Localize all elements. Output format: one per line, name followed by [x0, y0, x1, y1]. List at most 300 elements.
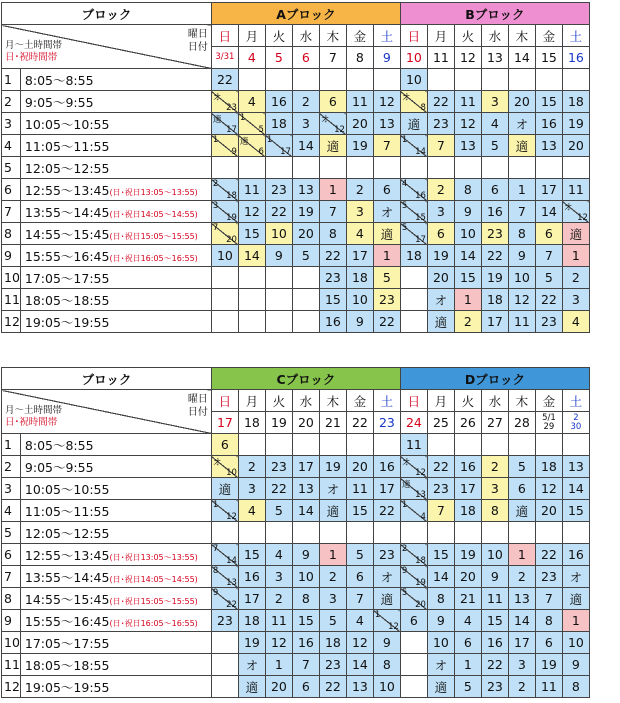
schedule-cell — [373, 522, 400, 544]
cell-upper: 9 — [212, 588, 219, 598]
time-slot-row — [2, 69, 590, 91]
schedule-cell: 3 — [292, 113, 319, 135]
date-cell: 23 — [373, 412, 400, 434]
cell-lower: 19 — [226, 213, 237, 223]
schedule-cell: 1 — [562, 610, 589, 632]
schedule-cell: 4 — [454, 610, 481, 632]
time-band-label — [5, 405, 62, 429]
slot-time — [20, 267, 211, 289]
schedule-cell — [427, 522, 454, 544]
schedule-cell: 15 — [292, 610, 319, 632]
schedule-cell — [400, 311, 427, 333]
slot-number: 2 — [2, 91, 21, 113]
slot-time — [20, 311, 211, 333]
slot-time-text: 9:05〜9:55 — [24, 94, 94, 110]
schedule-cell: オ — [427, 654, 454, 676]
slot-number: 10 — [2, 267, 21, 289]
schedule-cell: 10 — [346, 289, 373, 311]
schedule-cell: 10 — [400, 69, 427, 91]
schedule-cell: 22 — [535, 544, 562, 566]
cell-lower: 20 — [226, 235, 237, 245]
date-cell: 5/1 29 — [535, 412, 562, 434]
schedule-cell: 22 — [373, 311, 400, 333]
time-slot-row — [2, 456, 590, 478]
slot-time — [20, 113, 211, 135]
slot-time — [20, 544, 211, 566]
slot-time — [20, 654, 211, 676]
schedule-cell: 22 — [265, 201, 292, 223]
schedule-cell: 19 — [454, 544, 481, 566]
cell-upper: 適 — [212, 115, 222, 125]
schedule-cell — [292, 289, 319, 311]
schedule-cell: 16 — [373, 456, 400, 478]
schedule-cell: 6 — [535, 632, 562, 654]
schedule-cell: 22 — [373, 500, 400, 522]
schedule-cell — [400, 676, 427, 698]
schedule-cell — [481, 69, 508, 91]
schedule-cell: オ — [427, 289, 454, 311]
schedule-cell: 13 — [508, 588, 535, 610]
schedule-cell — [265, 434, 292, 456]
cell-lower: 14 — [226, 556, 237, 566]
schedule-cell: 18 — [265, 113, 292, 135]
cell-lower: 13 — [415, 490, 426, 500]
schedule-cell — [211, 179, 238, 201]
slot-number: 7 — [2, 201, 21, 223]
schedule-cell: 適 — [400, 113, 427, 135]
schedule-cell: 15 — [535, 91, 562, 113]
schedule-cell: 2 — [508, 566, 535, 588]
schedule-cell: 5 — [481, 135, 508, 157]
block-label: ブロック — [2, 3, 212, 25]
schedule-cell — [211, 135, 238, 157]
schedule-cell: 22 — [427, 456, 454, 478]
date-label: 日付 — [187, 42, 208, 53]
schedule-cell — [400, 632, 427, 654]
schedule-cell: 適 — [373, 223, 400, 245]
schedule-cell: 23 — [373, 544, 400, 566]
schedule-cell: 15 — [346, 500, 373, 522]
schedule-cell — [481, 522, 508, 544]
slot-number: 6 — [2, 544, 21, 566]
time-band-label — [5, 40, 62, 64]
schedule-cell: 23 — [265, 179, 292, 201]
schedule-cell: 10 — [292, 566, 319, 588]
schedule-cell — [400, 157, 427, 179]
schedule-cell: 18 — [454, 500, 481, 522]
schedule-cell: 4 — [238, 500, 265, 522]
cell-upper: 4 — [401, 179, 408, 189]
schedule-cell — [481, 434, 508, 456]
schedule-cell: 10 — [562, 632, 589, 654]
slot-time-text: 11:05〜11:55 — [24, 503, 110, 519]
schedule-cell — [454, 522, 481, 544]
schedule-cell: 4 — [481, 113, 508, 135]
schedule-cell: 10 — [265, 223, 292, 245]
date-cell: 5 — [265, 47, 292, 69]
schedule-cell: 1 — [562, 245, 589, 267]
cell-lower: 12 — [388, 622, 399, 632]
cell-upper: オ — [401, 93, 411, 103]
date-cell: 16 — [562, 47, 589, 69]
weekday-cell: 木 — [319, 390, 346, 412]
date-cell: 15 — [535, 47, 562, 69]
date-cell: 19 — [265, 412, 292, 434]
schedule-cell: 14 — [292, 500, 319, 522]
cell-lower: 18 — [226, 191, 237, 201]
schedule-cell: 23 — [481, 223, 508, 245]
schedule-cell — [535, 69, 562, 91]
schedule-cell — [265, 157, 292, 179]
schedule-cell: 4 — [265, 544, 292, 566]
schedule-cell: 適 — [211, 478, 238, 500]
date-cell: 27 — [481, 412, 508, 434]
schedule-cell: 18 — [562, 91, 589, 113]
slot-number: 3 — [2, 113, 21, 135]
schedule-cell: 19 — [319, 456, 346, 478]
schedule-cell: 7 — [427, 500, 454, 522]
schedule-cell: 3 — [265, 566, 292, 588]
schedule-cell — [292, 522, 319, 544]
slot-time-text: 10:05〜10:55 — [24, 481, 110, 497]
date-cell: 26 — [454, 412, 481, 434]
slot-time — [20, 522, 211, 544]
schedule-cell: オ — [373, 566, 400, 588]
date-cell: 4 — [238, 47, 265, 69]
schedule-cell: 12 — [535, 478, 562, 500]
schedule-cell — [211, 544, 238, 566]
schedule-cell: 5 — [346, 544, 373, 566]
schedule-cell: 11 — [265, 610, 292, 632]
schedule-cell: 18 — [400, 245, 427, 267]
time-slot-row — [2, 500, 590, 522]
slot-time-text: 12:05〜12:55 — [24, 160, 110, 176]
schedule-cell — [211, 676, 238, 698]
schedule-cell — [508, 157, 535, 179]
schedule-cell — [211, 566, 238, 588]
schedule-cell: 8 — [562, 676, 589, 698]
schedule-cell: 20 — [508, 91, 535, 113]
schedule-cell: 1 — [508, 544, 535, 566]
date-cell: 14 — [508, 47, 535, 69]
schedule-cell: 4 — [238, 91, 265, 113]
slot-time — [20, 135, 211, 157]
schedule-cell: 23 — [427, 478, 454, 500]
schedule-cell: 7 — [508, 201, 535, 223]
time-slot-row — [2, 245, 590, 267]
weekday-label: 曜日 — [187, 29, 208, 40]
schedule-cell — [319, 434, 346, 456]
schedule-cell — [400, 201, 427, 223]
cell-lower: 14 — [415, 147, 426, 157]
time-slot-row — [2, 91, 590, 113]
cell-lower: 17 — [280, 147, 291, 157]
slot-holiday-time: (日･祝日16:05〜16:55) — [109, 253, 198, 263]
weekday-cell: 金 — [346, 25, 373, 47]
schedule-cell: 13 — [292, 179, 319, 201]
schedule-cell: 16 — [481, 632, 508, 654]
schedule-cell: 20 — [292, 223, 319, 245]
schedule-cell: 9 — [292, 544, 319, 566]
schedule-cell: 16 — [454, 456, 481, 478]
schedule-cell — [454, 69, 481, 91]
schedule-cell — [211, 456, 238, 478]
schedule-cell: 適 — [373, 588, 400, 610]
cell-upper: オ — [320, 115, 330, 125]
weekday-cell: 金 — [535, 25, 562, 47]
schedule-cell: 5 — [319, 610, 346, 632]
schedule-cell: 12 — [454, 113, 481, 135]
schedule-cell: 5 — [535, 267, 562, 289]
cell-upper: 1 — [374, 610, 381, 620]
schedule-cell: 20 — [265, 676, 292, 698]
schedule-cell — [211, 157, 238, 179]
schedule-cell — [346, 69, 373, 91]
schedule-cell: 23 — [211, 610, 238, 632]
schedule-cell: 8 — [292, 588, 319, 610]
cell-upper: 7 — [212, 544, 219, 554]
slot-time-text: 14:55〜15:45 — [24, 591, 110, 607]
cell-upper: オ — [212, 93, 222, 103]
slot-number: 4 — [2, 135, 21, 157]
slot-holiday-time: (日･祝日15:05〜15:55) — [109, 596, 198, 606]
schedule-cell: 17 — [373, 478, 400, 500]
date-cell: 28 — [508, 412, 535, 434]
schedule-cell — [373, 157, 400, 179]
schedule-cell: 15 — [238, 223, 265, 245]
weekday-cell: 土 — [373, 390, 400, 412]
slot-holiday-time: (日･祝日13:05〜13:55) — [109, 552, 198, 562]
schedule-cell: 12 — [346, 632, 373, 654]
schedule-cell: 5 — [508, 456, 535, 478]
slot-number: 7 — [2, 566, 21, 588]
schedule-cell: 11 — [481, 588, 508, 610]
header-corner — [2, 25, 212, 69]
schedule-cell: 14 — [238, 245, 265, 267]
schedule-cell — [508, 434, 535, 456]
slot-time-text: 8:05〜8:55 — [24, 72, 94, 88]
slot-time-text: 10:05〜10:55 — [24, 116, 110, 132]
schedule-cell: 2 — [319, 566, 346, 588]
cell-lower: 15 — [415, 213, 426, 223]
schedule-cell: 12 — [508, 289, 535, 311]
schedule-cell: 9 — [481, 566, 508, 588]
date-cell: 10 — [400, 47, 427, 69]
schedule-cell — [211, 201, 238, 223]
weekday-cell: 木 — [508, 390, 535, 412]
schedule-cell: 適 — [562, 223, 589, 245]
schedule-cell: 6 — [319, 91, 346, 113]
schedule-cell: 9 — [427, 610, 454, 632]
cell-lower: 6 — [258, 147, 264, 157]
schedule-cell: 22 — [535, 289, 562, 311]
cell-upper: 適 — [239, 137, 249, 147]
time-slot-row — [2, 267, 590, 289]
cell-upper: 2 — [401, 544, 408, 554]
schedule-cell: 23 — [319, 654, 346, 676]
schedule-cell: 9 — [454, 201, 481, 223]
schedule-cell: 11 — [562, 179, 589, 201]
schedule-cell: 10 — [373, 676, 400, 698]
schedule-cell — [238, 522, 265, 544]
weekday-cell: 月 — [427, 25, 454, 47]
schedule-cell — [292, 157, 319, 179]
schedule-cell: 2 — [481, 456, 508, 478]
schedule-cell: 6 — [211, 434, 238, 456]
schedule-cell: 適 — [508, 135, 535, 157]
date-cell: 24 — [400, 412, 427, 434]
schedule-cell: オ — [562, 566, 589, 588]
time-slot-row — [2, 588, 590, 610]
weekday-cell: 水 — [481, 25, 508, 47]
block-header-a: Aブロック — [211, 3, 400, 25]
schedule-cell: 11 — [400, 434, 427, 456]
schedule-cell: 6 — [400, 610, 427, 632]
cell-lower: 4 — [420, 512, 426, 522]
slot-number: 5 — [2, 522, 21, 544]
schedule-cell: 14 — [292, 135, 319, 157]
time-slot-row — [2, 179, 590, 201]
weekday-cell: 日 — [211, 25, 238, 47]
schedule-cell — [238, 69, 265, 91]
slot-time — [20, 676, 211, 698]
weekday-time-label: 月〜土時間帯 — [5, 405, 63, 416]
schedule-cell: 17 — [535, 179, 562, 201]
slot-holiday-time: (日･祝日14:05〜14:55) — [109, 209, 198, 219]
schedule-cell: 3 — [346, 201, 373, 223]
schedule-cell — [535, 157, 562, 179]
schedule-cell: 3 — [481, 91, 508, 113]
schedule-cell: 6 — [454, 632, 481, 654]
slot-number: 11 — [2, 654, 21, 676]
schedule-cell: 11 — [508, 311, 535, 333]
schedule-cell: 8 — [508, 223, 535, 245]
slot-time — [20, 179, 211, 201]
cell-upper: 7 — [212, 223, 219, 233]
cell-lower: 12 — [577, 213, 588, 223]
slot-number: 8 — [2, 588, 21, 610]
schedule-cell: 2 — [346, 179, 373, 201]
schedule-cell — [211, 654, 238, 676]
weekday-cell: 火 — [265, 25, 292, 47]
schedule-cell: 6 — [535, 223, 562, 245]
slot-time — [20, 223, 211, 245]
schedule-cell: 18 — [238, 610, 265, 632]
date-cell: 22 — [346, 412, 373, 434]
cell-lower: 8 — [420, 103, 426, 113]
schedule-cell: 適 — [319, 500, 346, 522]
cell-upper: 5 — [401, 223, 408, 233]
date-cell: 3/31 — [211, 47, 238, 69]
schedule-cell — [292, 69, 319, 91]
schedule-cell — [427, 157, 454, 179]
schedule-cell: 7 — [319, 201, 346, 223]
cell-lower: 12 — [415, 468, 426, 478]
schedule-cell: 14 — [535, 201, 562, 223]
schedule-cell: 11 — [346, 91, 373, 113]
schedule-cell — [211, 223, 238, 245]
cell-lower: 22 — [226, 600, 237, 610]
schedule-cell: 2 — [508, 676, 535, 698]
cell-upper: 1 — [266, 135, 273, 145]
slot-number: 10 — [2, 632, 21, 654]
slot-holiday-time: (日･祝日14:05〜14:55) — [109, 574, 198, 584]
schedule-cell: 1 — [454, 654, 481, 676]
schedule-cell: 7 — [535, 588, 562, 610]
slot-holiday-time: (日･祝日16:05〜16:55) — [109, 618, 198, 628]
schedule-cell — [265, 311, 292, 333]
schedule-cell: 1 — [265, 654, 292, 676]
schedule-cell: 6 — [508, 478, 535, 500]
schedule-cell — [319, 157, 346, 179]
slot-number: 3 — [2, 478, 21, 500]
schedule-cell: 22 — [481, 245, 508, 267]
cell-lower: 17 — [415, 235, 426, 245]
slot-time — [20, 632, 211, 654]
schedule-cell: 16 — [562, 544, 589, 566]
schedule-cell — [562, 69, 589, 91]
time-slot-row — [2, 544, 590, 566]
block-label: ブロック — [2, 368, 212, 390]
cell-lower: 9 — [231, 147, 237, 157]
slot-time-text: 15:55〜16:45 — [24, 248, 110, 264]
schedule-cell — [481, 157, 508, 179]
schedule-cell: 2 — [292, 91, 319, 113]
schedule-cell: 14 — [427, 566, 454, 588]
slot-time-text: 9:05〜9:55 — [24, 459, 94, 475]
schedule-cell: 18 — [481, 289, 508, 311]
schedule-cell: 23 — [265, 456, 292, 478]
schedule-cell — [373, 434, 400, 456]
schedule-cell: 22 — [265, 478, 292, 500]
schedule-cell: 4 — [346, 610, 373, 632]
schedule-cell: 8 — [481, 500, 508, 522]
schedule-cell — [400, 588, 427, 610]
slot-number: 6 — [2, 179, 21, 201]
schedule-cell — [238, 311, 265, 333]
schedule-cell: 8 — [319, 223, 346, 245]
schedule-cell: 16 — [535, 113, 562, 135]
schedule-cell — [400, 500, 427, 522]
schedule-cell: 11 — [346, 478, 373, 500]
weekday-cell: 金 — [346, 390, 373, 412]
schedule-cell: 11 — [535, 676, 562, 698]
schedule-cell: 15 — [427, 544, 454, 566]
schedule-cell: 適 — [562, 588, 589, 610]
schedule-cell: 23 — [481, 676, 508, 698]
schedule-cell — [292, 267, 319, 289]
date-cell: 7 — [319, 47, 346, 69]
schedule-cell: 23 — [535, 311, 562, 333]
schedule-cell: 適 — [427, 676, 454, 698]
weekday-cell: 水 — [481, 390, 508, 412]
date-cell: 20 — [292, 412, 319, 434]
schedule-cell: 15 — [238, 544, 265, 566]
cell-upper: 1 — [239, 113, 246, 123]
block-header-d: Dブロック — [400, 368, 589, 390]
schedule-cell: 15 — [562, 500, 589, 522]
schedule-cell: 22 — [427, 91, 454, 113]
schedule-cell — [400, 544, 427, 566]
schedule-cell — [211, 91, 238, 113]
slot-time — [20, 91, 211, 113]
schedule-cell: 3 — [481, 478, 508, 500]
date-cell: 6 — [292, 47, 319, 69]
slot-time-text: 18:05〜18:55 — [24, 657, 110, 673]
slot-time — [20, 434, 211, 456]
schedule-cell: 8 — [373, 654, 400, 676]
date-cell: 12 — [454, 47, 481, 69]
